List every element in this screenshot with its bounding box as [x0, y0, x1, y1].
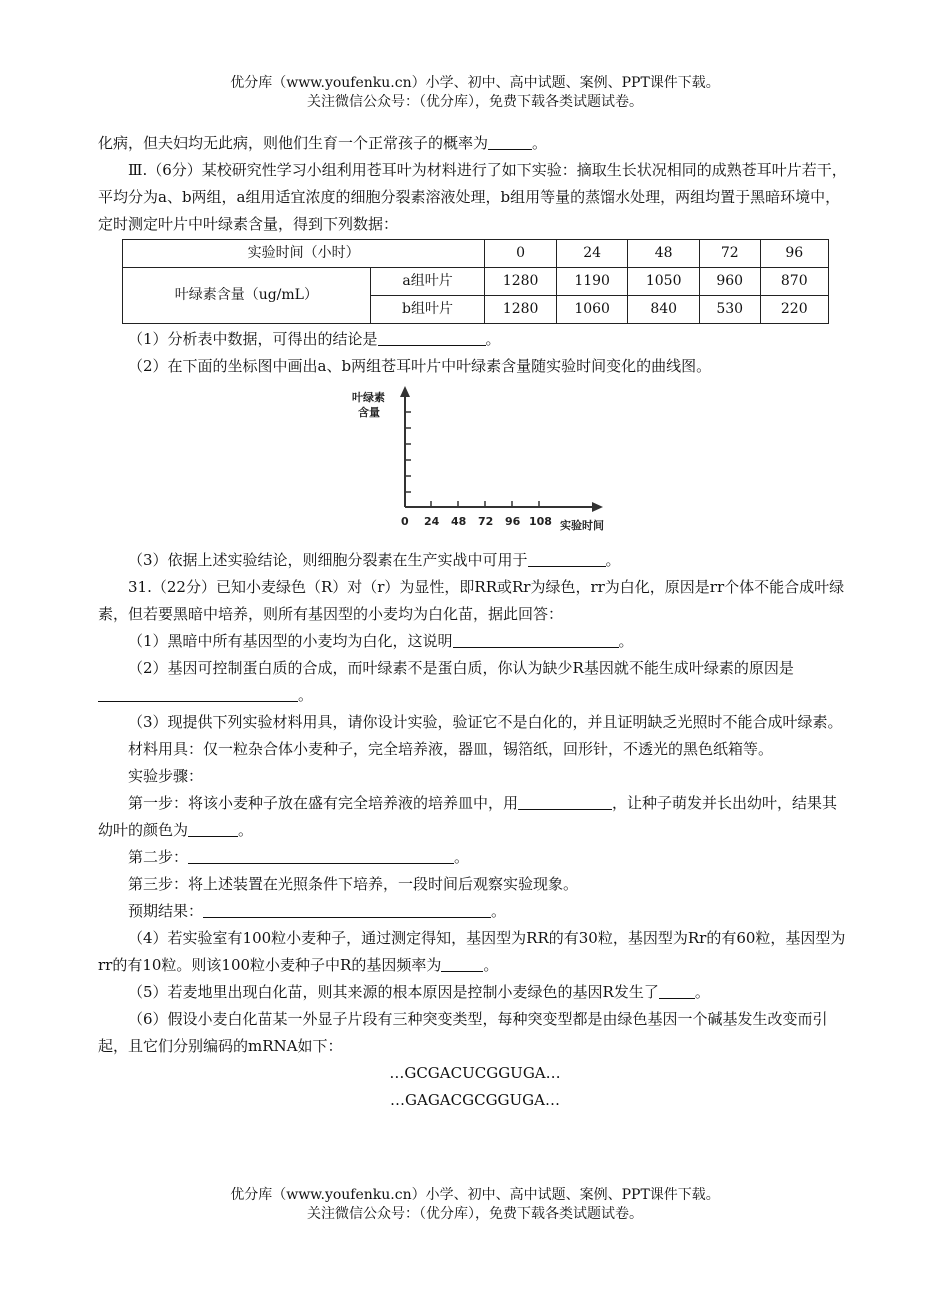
x-tick-label: 24	[424, 515, 440, 528]
x-tick-label: 108	[529, 515, 552, 528]
answer-blank[interactable]	[488, 131, 532, 150]
answer-blank[interactable]	[518, 791, 612, 810]
question-3: （3）依据上述实验结论，则细胞分裂素在生产实战中可用于 。	[98, 547, 852, 574]
footer-line-1: 优分库（www.youfenku.cn）小学、初中、高中试题、案例、PPT课件下载。	[230, 1187, 720, 1203]
table-cell: 530	[699, 296, 760, 324]
footer-line-2: 关注微信公众号：（优分库），免费下载各类试题试卷。	[307, 1206, 643, 1222]
blank-graph	[348, 384, 628, 534]
table-cell: 96	[760, 240, 828, 268]
table-row	[123, 268, 829, 296]
page-footer	[0, 1186, 950, 1224]
table-cell: 24	[556, 240, 628, 268]
step-3: 第三步：将上述装置在光照条件下培养，一段时间后观察实验现象。	[128, 875, 579, 893]
table-cell: 1280	[485, 296, 557, 324]
answer-blank[interactable]	[659, 980, 695, 999]
group-b-label: b组叶片	[370, 296, 485, 324]
x-tick-label: 48	[451, 515, 467, 528]
problem-31-q5: （5）若麦地里出现白化苗，则其来源的根本原因是控制小麦绿色的基因R发生了 。	[98, 979, 852, 1006]
graph-ylabel: 叶绿素	[352, 391, 385, 404]
answer-blank[interactable]	[203, 899, 491, 918]
problem-31-q3: （3）现提供下列实验材料用具，请你设计实验，验证它不是白化的，并且证明缺乏光照时不能合成叶绿素。	[128, 713, 843, 731]
time-header: 实验时间（小时）	[123, 240, 485, 268]
problem-31-q2: （2）基因可控制蛋白质的合成，而叶绿素不是蛋白质，你认为缺少R基因就不能生成叶绿素的原因是。	[98, 655, 852, 709]
graph-xlabel: 实验时间	[560, 519, 604, 532]
x-tick-label: 0	[401, 515, 409, 528]
mrna-sequence: …GCGACUCGGUGA…	[389, 1064, 561, 1082]
chlorophyll-table	[122, 239, 829, 324]
table-cell: 870	[760, 268, 828, 296]
x-tick-label: 96	[505, 515, 521, 528]
continued-line: 化病，但夫妇均无此病，则他们生育一个正常孩子的概率为 。	[98, 130, 852, 157]
table-cell: 0	[485, 240, 557, 268]
problem-31-q1: （1）黑暗中所有基因型的小麦均为白化，这说明 。	[98, 628, 852, 655]
y-axis-arrow	[400, 386, 410, 397]
steps-title: 实验步骤：	[128, 767, 204, 785]
table-cell: 960	[699, 268, 760, 296]
problem-31-q4: （4）若实验室有100粒小麦种子，通过测定得知，基因型为RR的有30粒，基因型为Rr的有60粒，基因型为rr的有10粒。则该100粒小麦种子中R的基因频率为 。	[98, 929, 846, 974]
mrna-sequence: …GAGACGCGGUGA…	[390, 1091, 560, 1109]
answer-blank[interactable]	[441, 953, 483, 972]
row-header: 叶绿素含量（ug/mL）	[123, 268, 371, 324]
table-cell: 1050	[628, 268, 700, 296]
part3-intro: Ⅲ.（6分）某校研究性学习小组利用苍耳叶为材料进行了如下实验：摘取生长状况相同的成熟苍耳叶片若干，平均分为a、b两组，a组用适宜浓度的细胞分裂素溶液处理，b组用等量的蒸馏水处理，两组均置于黑暗环境中，定时测定叶片中叶绿素含量，得到下列数据：	[98, 161, 847, 233]
expected-result: 预期结果： 。	[98, 898, 852, 925]
answer-blank[interactable]	[528, 548, 606, 567]
x-tick-label: 72	[478, 515, 494, 528]
group-a-label: a组叶片	[370, 268, 485, 296]
header-line-1: 优分库（www.youfenku.cn）小学、初中、高中试题、案例、PPT课件下载。	[230, 75, 720, 91]
table-row	[123, 240, 829, 268]
table-cell: 1190	[556, 268, 628, 296]
answer-blank[interactable]	[378, 327, 486, 346]
document-body	[98, 130, 852, 1114]
answer-blank[interactable]	[188, 818, 238, 837]
x-axis-arrow	[592, 502, 603, 512]
table-cell: 72	[699, 240, 760, 268]
answer-blank[interactable]	[98, 683, 298, 702]
table-cell: 220	[760, 296, 828, 324]
answer-blank[interactable]	[453, 629, 619, 648]
question-1: （1）分析表中数据，可得出的结论是 。	[98, 326, 852, 353]
problem-31-intro: 31.（22分）已知小麦绿色（R）对（r）为显性，即RR或Rr为绿色，rr为白化，原因是rr个体不能合成叶绿素，但若要黑暗中培养，则所有基因型的小麦均为白化苗，据此回答：	[98, 578, 845, 623]
graph-ylabel: 含量	[358, 406, 380, 419]
table-cell: 1060	[556, 296, 628, 324]
table-cell: 840	[628, 296, 700, 324]
answer-blank[interactable]	[188, 845, 454, 864]
step-1: 第一步：将该小麦种子放在盛有完全培养液的培养皿中，用 ，让种子萌发并长出幼叶，结果其幼叶的颜色为 。	[98, 790, 852, 844]
header-line-2: 关注微信公众号：（优分库），免费下载各类试题试卷。	[307, 94, 643, 110]
page-header	[0, 74, 950, 112]
table-cell: 48	[628, 240, 700, 268]
step-2: 第二步： 。	[98, 844, 852, 871]
materials: 材料用具：仅一粒杂合体小麦种子，完全培养液，器皿，锡箔纸，回形针，不透光的黑色纸箱等。	[128, 740, 774, 758]
question-2: （2）在下面的坐标图中画出a、b两组苍耳叶片中叶绿素含量随实验时间变化的曲线图。	[128, 357, 712, 375]
table-cell: 1280	[485, 268, 557, 296]
problem-31-q6: （6）假设小麦白化苗某一外显子片段有三种突变类型，每种突变型都是由绿色基因一个碱基发生改变而引起，且它们分别编码的mRNA如下：	[98, 1010, 828, 1055]
